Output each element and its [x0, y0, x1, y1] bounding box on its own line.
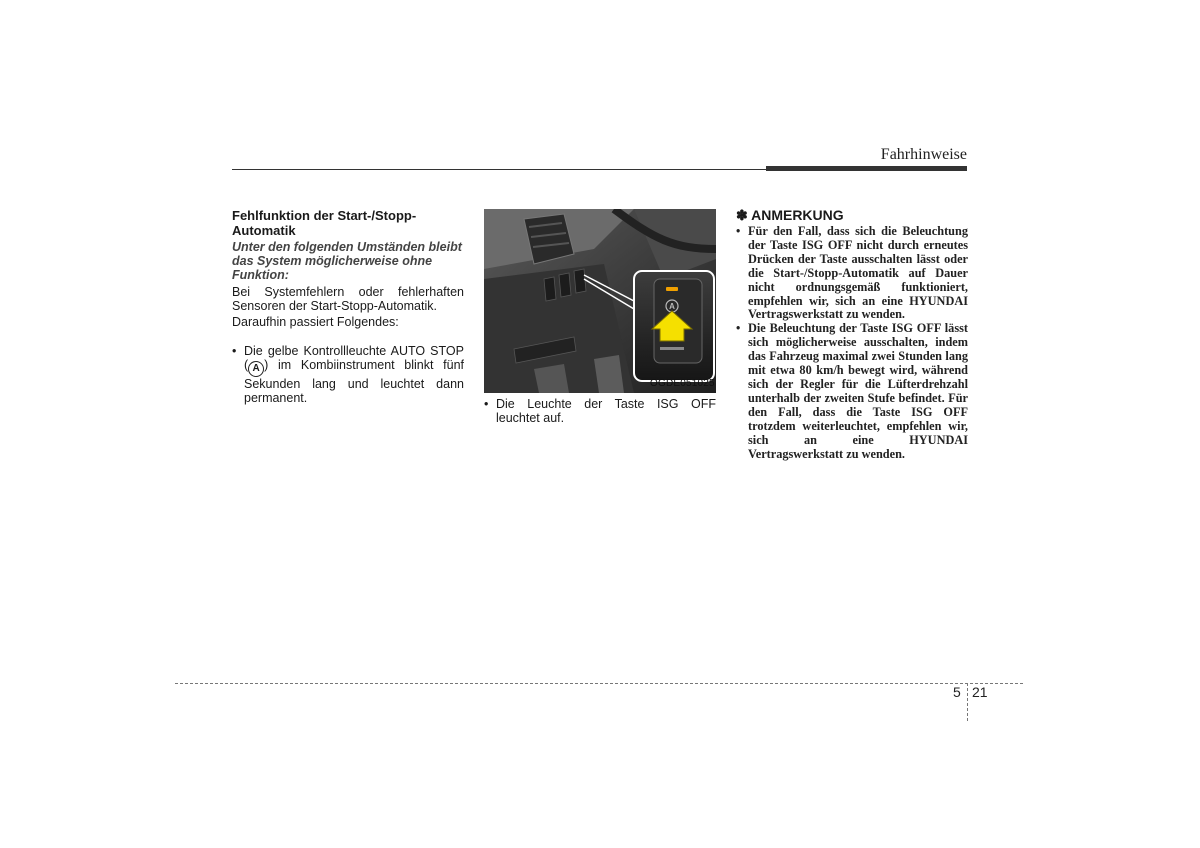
note-list — [736, 225, 968, 461]
paragraph-system-errors: Bei Systemfehlern oder fehlerhaften Sensoren der Start-Stopp-Automatik. — [232, 285, 464, 313]
consequence-list — [232, 344, 464, 405]
section-title: Fahrhinweise — [880, 146, 967, 163]
svg-text:A: A — [669, 302, 675, 311]
bullet-dot: • — [736, 224, 741, 238]
dashboard-photo — [484, 209, 716, 393]
list-item — [484, 397, 716, 425]
footer-divider — [967, 683, 968, 721]
note-title: ✽ ANMERKUNG — [736, 207, 844, 223]
note-item-text: Für den Fall, dass sich die Beleuchtung der Taste ISG OFF nicht durch erneutes Drücken der Taste ausschalten lässt oder die Start-/Stopp-Automatik auf Dauer nicht ordnungsgemäß funktioniert, empfehlen wir, sich an eine HYUNDAI Vertragswerkstatt zu wenden. — [748, 224, 968, 322]
chapter-number: 5 — [953, 684, 961, 700]
left-column — [232, 208, 464, 405]
bullet-text-end: ) im Kombiinstrument blinkt fünf Sekunden lang und leuchtet dann permanent. — [244, 358, 464, 405]
note-box — [736, 207, 968, 461]
footer-rule — [175, 683, 1023, 684]
note-item-text: Die Beleuchtung der Taste ISG OFF lässt sich möglicherweise ausschalten, indem das Fahrzeug maximal zwei Stunden lang mit etwa 80 km/h bewegt wird, während sich der Regler für die Lüfterdrehzahl unterhalb der zweiten Stufe befindet. Für den Fall, dass die Taste ISG OFF trotzdem weiterleuchtet, empfehlen wir, sich an eine HYUNDAI Vertragswerkstatt zu wenden. — [748, 321, 968, 461]
auto-stop-icon: A — [248, 361, 264, 377]
note-item — [736, 225, 968, 322]
bullet-dot: • — [232, 344, 237, 358]
bullet-text: Die Leuchte der Taste ISG OFF leuchtet auf. — [496, 397, 716, 425]
bullet-dot: • — [736, 321, 741, 336]
bullet-dot: • — [484, 397, 489, 411]
isg-button-illustration — [484, 209, 716, 393]
bullet-text-start: Die gelbe Kontrollleuchte AUTO STOP ( — [244, 344, 464, 372]
note-item — [736, 322, 968, 461]
page-number: 21 — [972, 684, 988, 700]
header-rule-accent — [766, 166, 967, 171]
list-item — [232, 344, 464, 405]
result-list — [484, 397, 716, 425]
middle-column — [484, 397, 716, 425]
paragraph-consequence: Daraufhin passiert Folgendes: — [232, 315, 399, 329]
section-subheading: Unter den folgenden Umständen bleibt das System möglicherweise ohne Funktion: — [232, 240, 462, 282]
section-heading: Fehlfunktion der Start-/Stopp-Automatik — [232, 208, 417, 238]
image-code: OGDE051025 — [650, 378, 715, 389]
